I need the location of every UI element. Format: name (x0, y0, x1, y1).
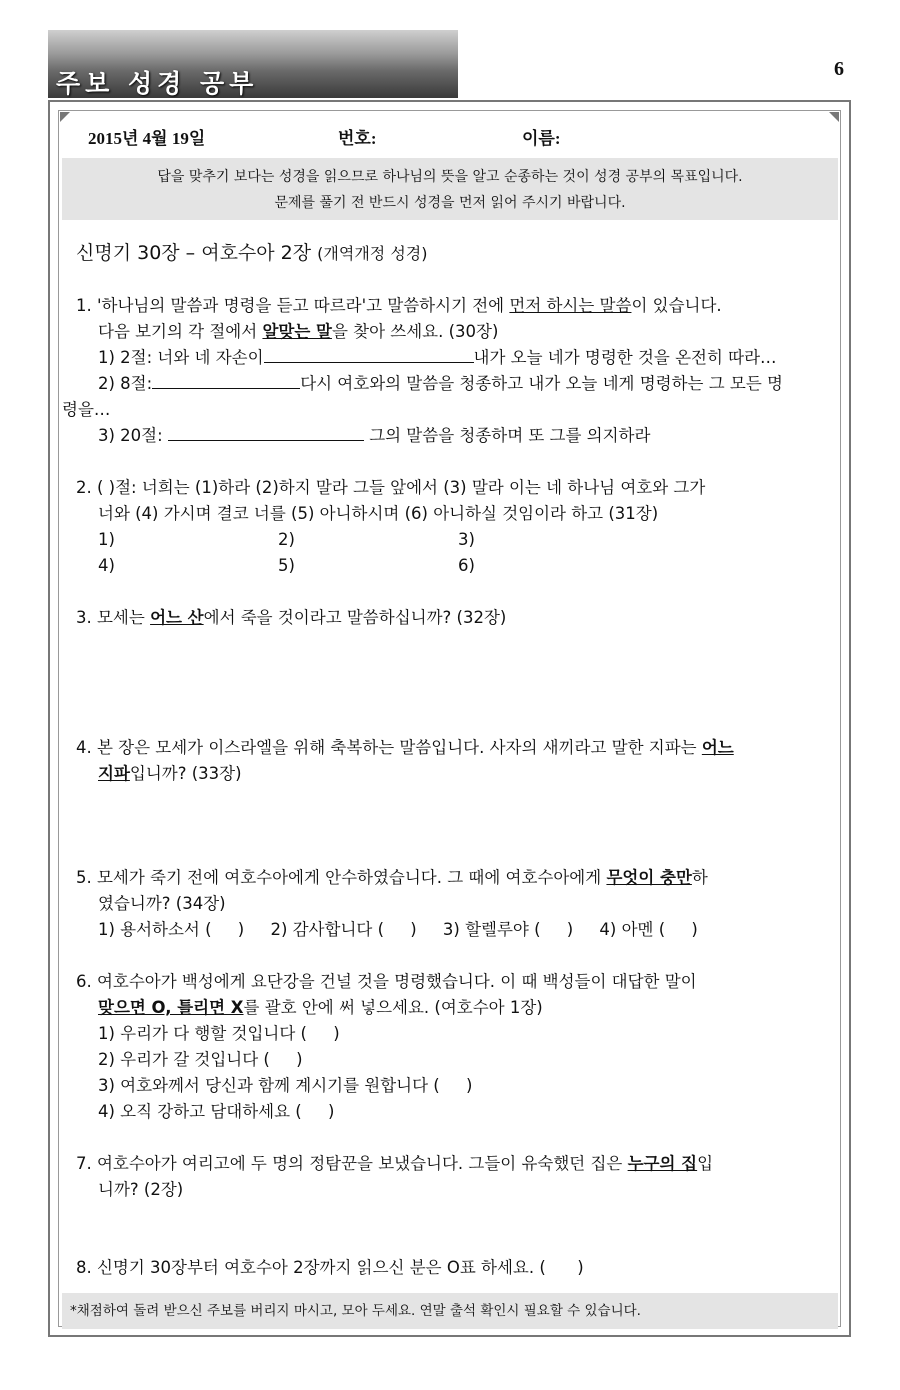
corner-decoration-left (60, 112, 70, 122)
q1-text-end: 이 있습니다. (631, 296, 722, 315)
q1-underline: 먼저 하시는 말씀 (509, 296, 632, 315)
q5-options: 1) 용서하소서 ( ) 2) 감사합니다 ( ) 3) 할렐루야 ( ) 4) 아멘 ( ) (98, 920, 698, 939)
q1-sub3-text: 그의 말씀을 청종하며 또 그를 의지하라 (369, 426, 651, 445)
question-3 (76, 605, 834, 709)
q1-instr-end: 을 찾아 쓰세요. (30장) (331, 322, 499, 341)
notice-box (62, 158, 838, 220)
question-6 (76, 969, 834, 1125)
q1-sub1-label: 1) 2절: 너와 네 자손이 (98, 348, 264, 367)
q2-options (76, 527, 834, 579)
q4-text: 4. 본 장은 모세가 이스라엘을 위해 축복하는 말씀입니다. 사자의 새끼라고 말한 지파는 (76, 738, 702, 757)
section-title-text: 신명기 30장 – 여호수아 2장 (76, 242, 312, 264)
date-label: 2015년 4월 19일 (88, 129, 206, 148)
header-banner (48, 30, 458, 98)
q2-option-6: 6) (458, 556, 475, 575)
q2-option-4: 4) (98, 556, 115, 575)
q2-option-5: 5) (278, 556, 295, 575)
footer-note: *채점하여 돌려 받으신 주보를 버리지 마시고, 모아 두세요. 연말 출석 확인시 필요할 수 있습니다. (62, 1293, 838, 1329)
q7-keyword: 누구의 집 (627, 1154, 698, 1173)
question-2 (76, 475, 834, 579)
q6-keyword: 맞으면 O, 틀리면 X (98, 998, 244, 1017)
answer-blank-3[interactable] (168, 426, 364, 441)
q4-keyword-1: 어느 (701, 738, 734, 757)
notice-line-1: 답을 맞추기 보다는 성경을 읽으므로 하나님의 뜻을 알고 순종하는 것이 성경 공부의 목표입니다. (157, 169, 743, 185)
number-label: 번호: (338, 129, 377, 148)
q4-text-end: 입니까? (33장) (129, 764, 242, 783)
q5-text-mid: 하 (691, 868, 708, 887)
q1-sub1-text: 내가 오늘 네가 명령한 것을 온전히 따라… (473, 348, 777, 367)
q1-keyword: 알맞는 말 (262, 322, 332, 341)
q2-option-3: 3) (458, 530, 475, 549)
q5-line-1 (76, 865, 834, 891)
question-4 (76, 735, 834, 839)
q6-item-4: 4) 오직 강하고 담대하세요 ( ) (98, 1102, 335, 1121)
q2-line-2: 너와 (4) 가시며 결코 너를 (5) 아니하시며 (6) 아니하실 것임이라 하고 (31장) (98, 504, 659, 523)
name-label: 이름: (522, 129, 561, 148)
question-5 (76, 865, 834, 943)
q1-text: 1. '하나님의 말씀과 명령을 듣고 따르라'고 말씀하시기 전에 (76, 296, 510, 315)
q6-item-2: 2) 우리가 갈 것입니다 ( ) (98, 1050, 303, 1069)
q7-text-mid: 입 (697, 1154, 714, 1173)
q7-line-2: 니까? (2장) (98, 1180, 184, 1199)
answer-blank-2[interactable] (152, 374, 300, 389)
q6-item-3: 3) 여호와께서 당신과 함께 계시기를 원합니다 ( ) (98, 1076, 473, 1095)
q1-sub-3 (76, 423, 834, 449)
page-number: 6 (834, 58, 844, 80)
corner-decoration-right (829, 112, 839, 122)
q6-line-2 (76, 995, 834, 1021)
q3-text-end: 에서 죽을 것이라고 말씀하십니까? (32장) (203, 608, 507, 627)
q5-keyword: 무엇이 충만 (606, 868, 692, 887)
q4-keyword-2: 지파 (98, 764, 130, 783)
q2-line-1: 2. ( )절: 너희는 (1)하라 (2)하지 말라 그들 앞에서 (3) 말라 이는 네 하나님 여호와 그가 (76, 478, 706, 497)
question-list (62, 240, 834, 1307)
q3-line (76, 605, 834, 631)
q1-instr: 다음 보기의 각 절에서 (98, 322, 263, 341)
q5-text: 5. 모세가 죽기 전에 여호수아에게 안수하였습니다. 그 때에 여호수아에게 (76, 868, 607, 887)
q1-line-2 (76, 319, 834, 345)
q6-text-end: 를 괄호 안에 써 넣으세요. (여호수아 1장) (243, 998, 543, 1017)
notice-line-2: 문제를 풀기 전 반드시 성경을 먼저 읽어 주시기 바랍니다. (274, 195, 626, 211)
q2-option-2: 2) (278, 530, 295, 549)
q1-line-1 (76, 293, 834, 319)
q1-sub-1 (76, 345, 834, 371)
q2-option-1: 1) (98, 530, 115, 549)
answer-blank-1[interactable] (264, 348, 474, 363)
q3-text: 3. 모세는 (76, 608, 151, 627)
q5-line-2: 였습니까? (34장) (98, 894, 226, 913)
question-1 (62, 293, 834, 449)
q4-line-1 (76, 735, 834, 761)
q4-line-2 (76, 761, 834, 787)
section-subtitle: (개역개정 성경) (317, 244, 428, 263)
section-title (76, 240, 834, 267)
q6-item-1: 1) 우리가 다 행할 것입니다 ( ) (98, 1024, 340, 1043)
q1-sub3-label: 3) 20절: (98, 426, 163, 445)
page-title: 주보 성경 공부 (56, 69, 259, 98)
q1-sub2-label: 2) 8절: (98, 374, 153, 393)
question-8: 8. 신명기 30장부터 여호수아 2장까지 읽으신 분은 O표 하세요. ( ) (76, 1258, 584, 1277)
q6-line-1: 6. 여호수아가 백성에게 요단강을 건널 것을 명령했습니다. 이 때 백성들이 대답한 말이 (76, 972, 697, 991)
q1-sub2-text: 다시 여호와의 말씀을 청종하고 내가 오늘 네게 명령하는 그 모든 명 (300, 374, 783, 393)
q7-line-1 (76, 1151, 834, 1177)
q3-keyword: 어느 산 (150, 608, 204, 627)
q1-sub2-continued: 령을… (62, 400, 111, 419)
question-7 (76, 1151, 834, 1229)
q7-text: 7. 여호수아가 여리고에 두 명의 정탐꾼을 보냈습니다. 그들이 유숙했던 집은 (76, 1154, 628, 1173)
q1-sub-2 (76, 371, 834, 397)
